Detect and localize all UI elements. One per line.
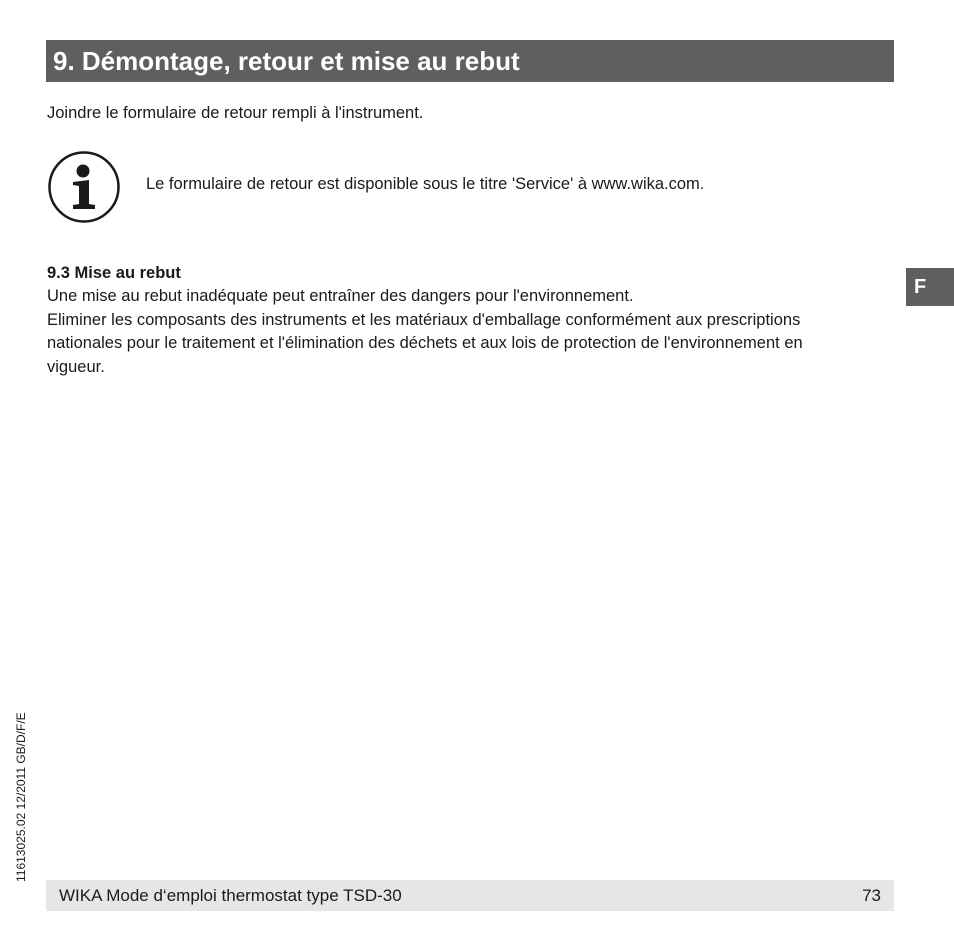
subsection-title: 9.3 Mise au rebut	[47, 264, 181, 282]
paragraph-line: Une mise au rebut inadéquate peut entraîner des dangers pour l'environnement.	[47, 287, 634, 305]
info-note-text: Le formulaire de retour est disponible sous le titre 'Service' à www.wika.com.	[146, 175, 705, 193]
footer-title: WIKA Mode d‘emploi thermostat type TSD-30	[59, 886, 402, 905]
section-title: 9. Démontage, retour et mise au rebut	[53, 46, 520, 76]
paragraph-line: vigueur.	[47, 357, 105, 376]
footer-bar	[46, 880, 894, 911]
section-heading-bar	[46, 40, 894, 82]
document-code: 11613025.02 12/2011 GB/D/F/E	[14, 712, 28, 882]
page-number: 73	[862, 886, 881, 905]
language-tab: F	[906, 268, 954, 306]
subsection-paragraph	[47, 285, 897, 379]
paragraph-line: nationales pour le traitement et l'élimination des déchets et aux lois de protection de l'environnement en	[47, 334, 803, 352]
info-circle-icon	[47, 150, 121, 224]
intro-text: Joindre le formulaire de retour rempli à l'instrument.	[47, 104, 424, 122]
paragraph-line: Eliminer les composants des instruments et les matériaux d'emballage conformément aux prescriptions	[47, 310, 801, 329]
